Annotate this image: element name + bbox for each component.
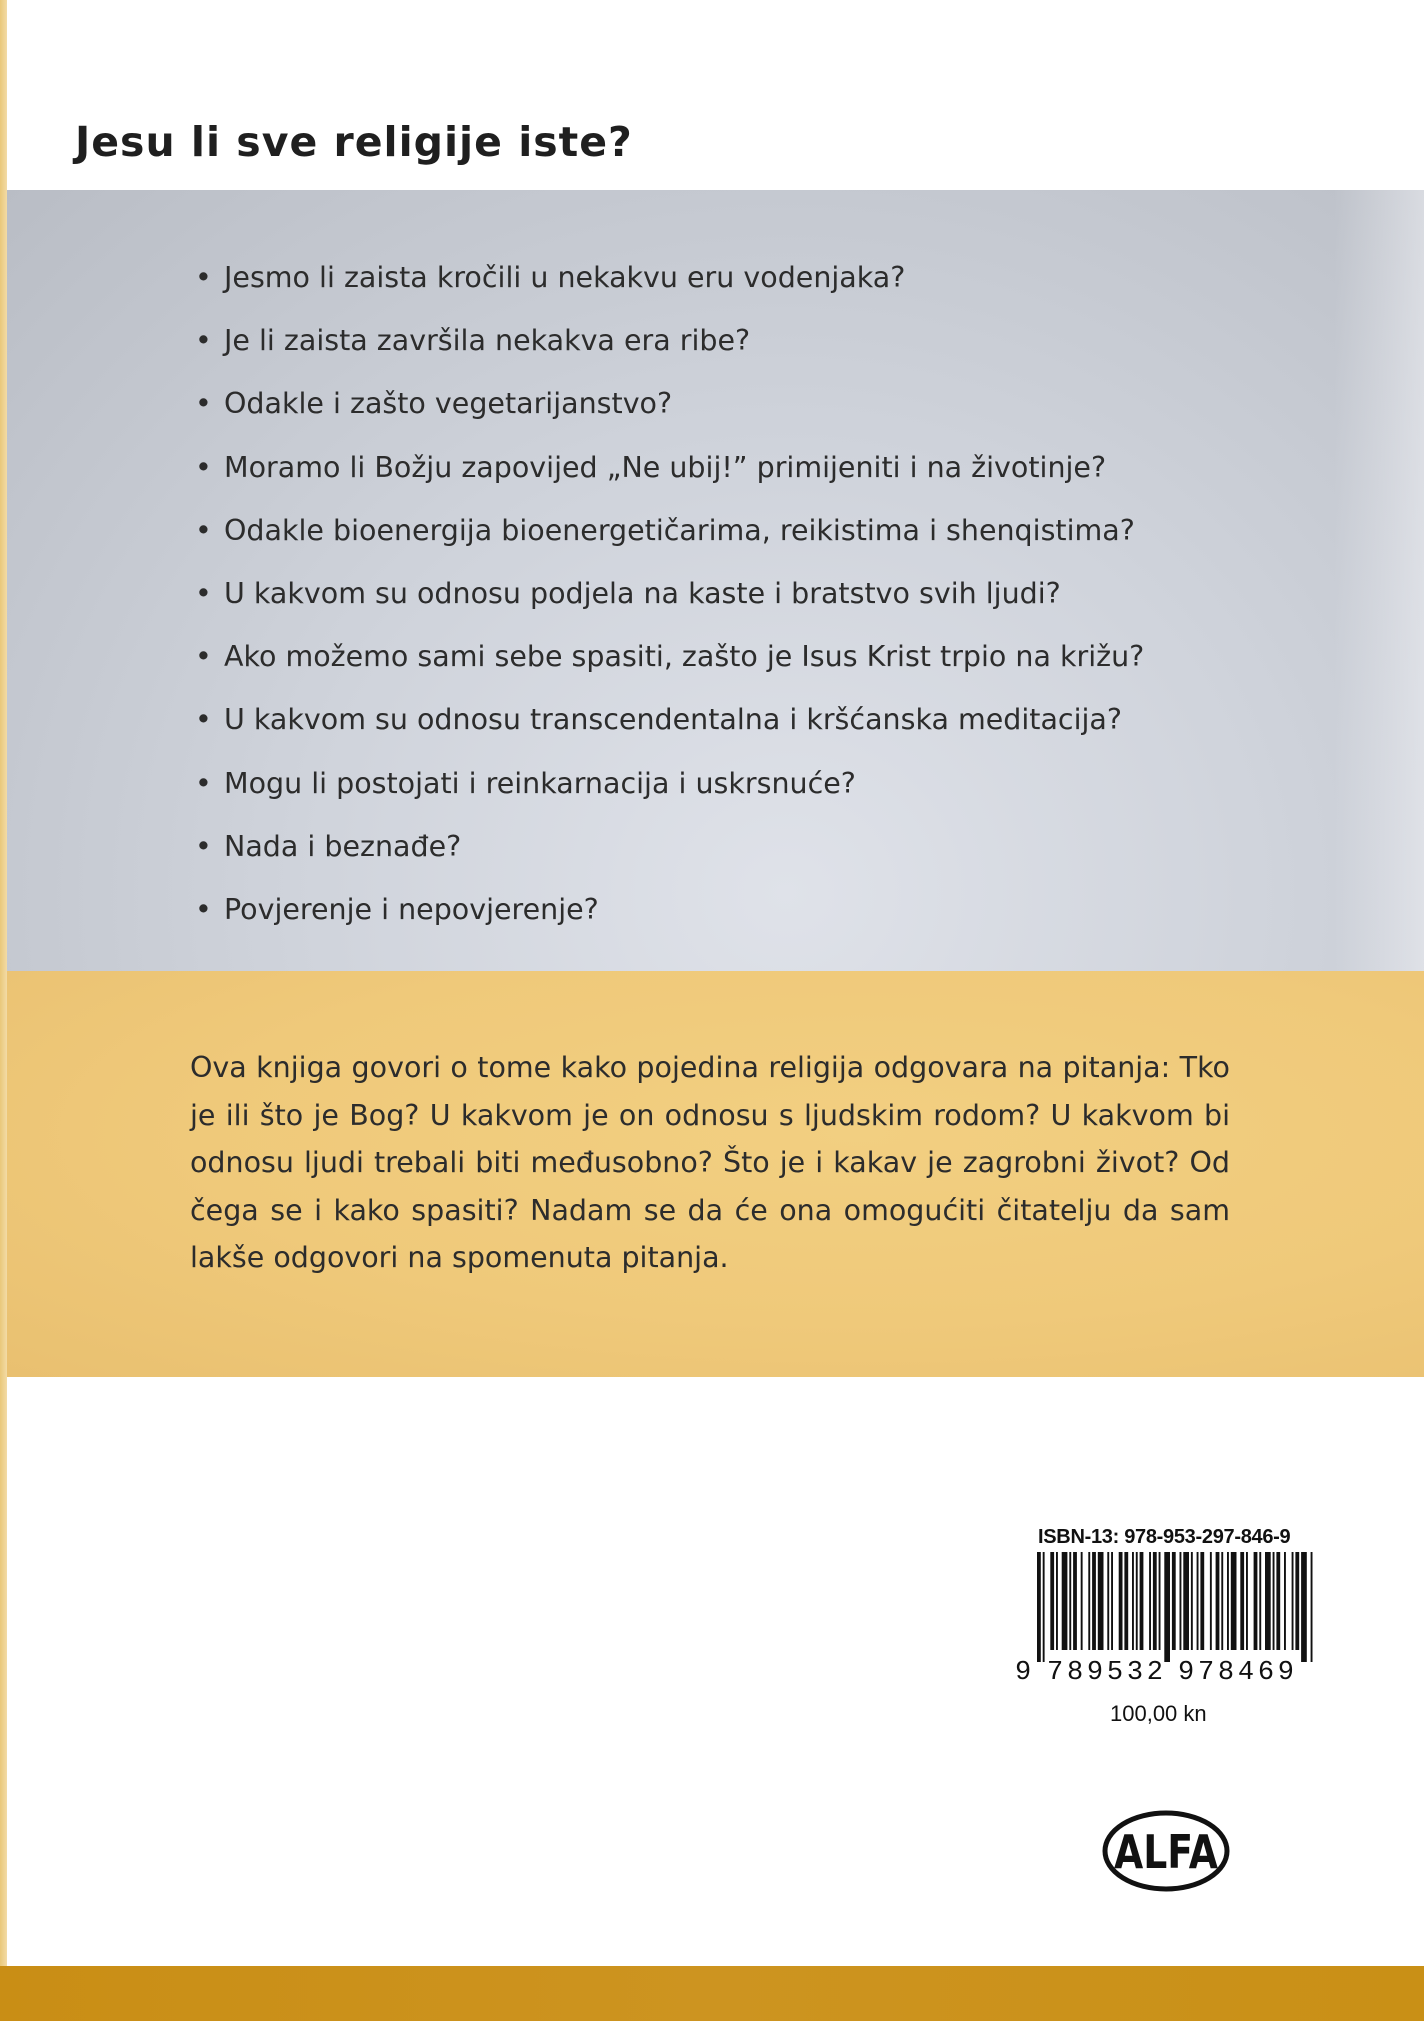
question-item (195, 258, 1144, 321)
alfa-logo-icon (1102, 1810, 1230, 1892)
barcode-bar (1200, 1552, 1204, 1650)
barcode-bar (1111, 1552, 1113, 1650)
barcode-bar (1259, 1552, 1261, 1650)
barcode-bar (1088, 1552, 1090, 1650)
barcode-bar (1246, 1552, 1248, 1650)
barcode-bar (1050, 1552, 1054, 1650)
question-text: Mogu li postojati i reinkarnacija i uskrsnuće? (224, 766, 856, 800)
bullet-icon: • (195, 450, 212, 484)
book-title: Jesu li sve religije iste? (75, 118, 633, 166)
questions-panel (7, 190, 1424, 971)
barcode-first-digit: 9 (1015, 1658, 1032, 1684)
barcode-bar (1254, 1552, 1258, 1650)
barcode-bar (1056, 1552, 1058, 1650)
bullet-icon: • (195, 703, 212, 737)
barcode-bar (1140, 1552, 1144, 1650)
question-item (195, 637, 1144, 700)
barcode-bar (1164, 1552, 1170, 1662)
question-text: U kakvom su odnosu podjela na kaste i bratstvo svih ljudi? (224, 576, 1061, 610)
barcode-bar (1265, 1552, 1271, 1650)
bullet-icon: • (195, 324, 212, 358)
question-item (195, 574, 1144, 637)
barcode-bar (1216, 1552, 1220, 1650)
barcode-bar (1069, 1552, 1071, 1650)
barcode-bar (1153, 1552, 1157, 1650)
barcode-bar (1191, 1552, 1193, 1650)
question-text: Odakle bioenergija bioenergetičarima, reikistima i shenqistima? (224, 513, 1135, 547)
bullet-icon: • (195, 513, 212, 547)
question-item (195, 511, 1144, 574)
question-text: Ako možemo sami sebe spasiti, zašto je Isus Krist trpio na križu? (224, 640, 1145, 674)
barcode-bar (1197, 1552, 1199, 1650)
description-panel (7, 971, 1424, 1377)
bullet-icon: • (195, 829, 212, 863)
barcode-bar (1124, 1552, 1128, 1650)
barcode-bar (1159, 1552, 1161, 1650)
bullet-icon: • (195, 387, 212, 421)
bullet-icon: • (195, 640, 212, 674)
barcode-bar (1092, 1552, 1096, 1650)
barcode-right-digits: 978469 (1178, 1658, 1294, 1684)
question-text: Jesmo li zaista kročili u nekakvu eru vodenjaka? (224, 261, 906, 294)
bullet-icon: • (195, 766, 212, 800)
barcode-bar (1311, 1552, 1313, 1662)
barcode-bar (1240, 1552, 1244, 1650)
barcode-icon (1015, 1552, 1320, 1684)
barcode-bar (1183, 1552, 1189, 1650)
question-text: U kakvom su odnosu transcendentalna i kršćanska meditacija? (224, 703, 1123, 737)
question-text: Moramo li Božju zapovijed „Ne ubij!” primijeniti i na životinje? (224, 450, 1107, 484)
isbn-label: ISBN-13: 978-953-297-846-9 (1038, 1526, 1291, 1548)
barcode-bar (1043, 1552, 1045, 1662)
question-text: Nada i beznađe? (224, 829, 462, 863)
question-text: Je li zaista završila nekakva era ribe? (224, 324, 751, 358)
bullet-icon: • (195, 576, 212, 610)
barcode-bar (1301, 1552, 1307, 1662)
barcode-bar (1284, 1552, 1286, 1650)
barcode-bar (1107, 1552, 1109, 1650)
question-item (195, 384, 1144, 447)
question-item (195, 764, 1144, 827)
barcode-bar (1119, 1552, 1123, 1650)
barcode-left-digits: 789532 (1047, 1658, 1163, 1684)
barcode-bar (1172, 1552, 1176, 1650)
barcode-bar (1210, 1552, 1212, 1650)
barcode-bar (1149, 1552, 1151, 1650)
alfa-logo-text: ALFA (1114, 1825, 1219, 1879)
bullet-icon: • (195, 261, 212, 294)
barcode-bar (1180, 1552, 1182, 1650)
barcode-bar (1273, 1552, 1275, 1650)
barcode-bar (1037, 1552, 1041, 1662)
bottom-color-band (0, 1966, 1424, 2021)
barcode-bar (1132, 1552, 1134, 1650)
question-text: Odakle i zašto vegetarijanstvo? (224, 387, 673, 421)
question-text: Povjerenje i nepovjerenje? (224, 892, 599, 926)
question-item (195, 890, 1144, 953)
price-label: 100,00 kn (1110, 1701, 1207, 1726)
barcode-bar (1081, 1552, 1083, 1650)
barcode-bar (1292, 1552, 1294, 1650)
barcode-bar (1062, 1552, 1068, 1650)
barcode-bar (1276, 1552, 1280, 1650)
question-item (195, 321, 1144, 384)
question-item (195, 700, 1144, 763)
barcode-bar (1221, 1552, 1223, 1650)
spine-edge-line (0, 0, 7, 1966)
bullet-icon: • (195, 892, 212, 926)
barcode-bar (1227, 1552, 1229, 1650)
barcode-bar (1295, 1552, 1299, 1650)
book-description: Ova knjiga govori o tome kako pojedina religija odgovara na pitanja: Tko je ili što je Bog? U kakvom je on odnosu s ljudskim rodom? U kakvom bi odnosu ljudi trebali biti međusobno? Što je i kakav je zagrobni život? Od čega se i kako spasiti? Nadam se da će ona omogućiti čitatelju da sam lakše odgovori na spomenuta pitanja. (190, 1051, 1230, 1274)
barcode-bar (1136, 1552, 1138, 1650)
question-list (195, 258, 1144, 953)
question-item (195, 827, 1144, 890)
barcode-bar (1073, 1552, 1077, 1650)
barcode-bar (1231, 1552, 1237, 1650)
barcode-bar (1098, 1552, 1104, 1650)
question-item (195, 448, 1144, 511)
